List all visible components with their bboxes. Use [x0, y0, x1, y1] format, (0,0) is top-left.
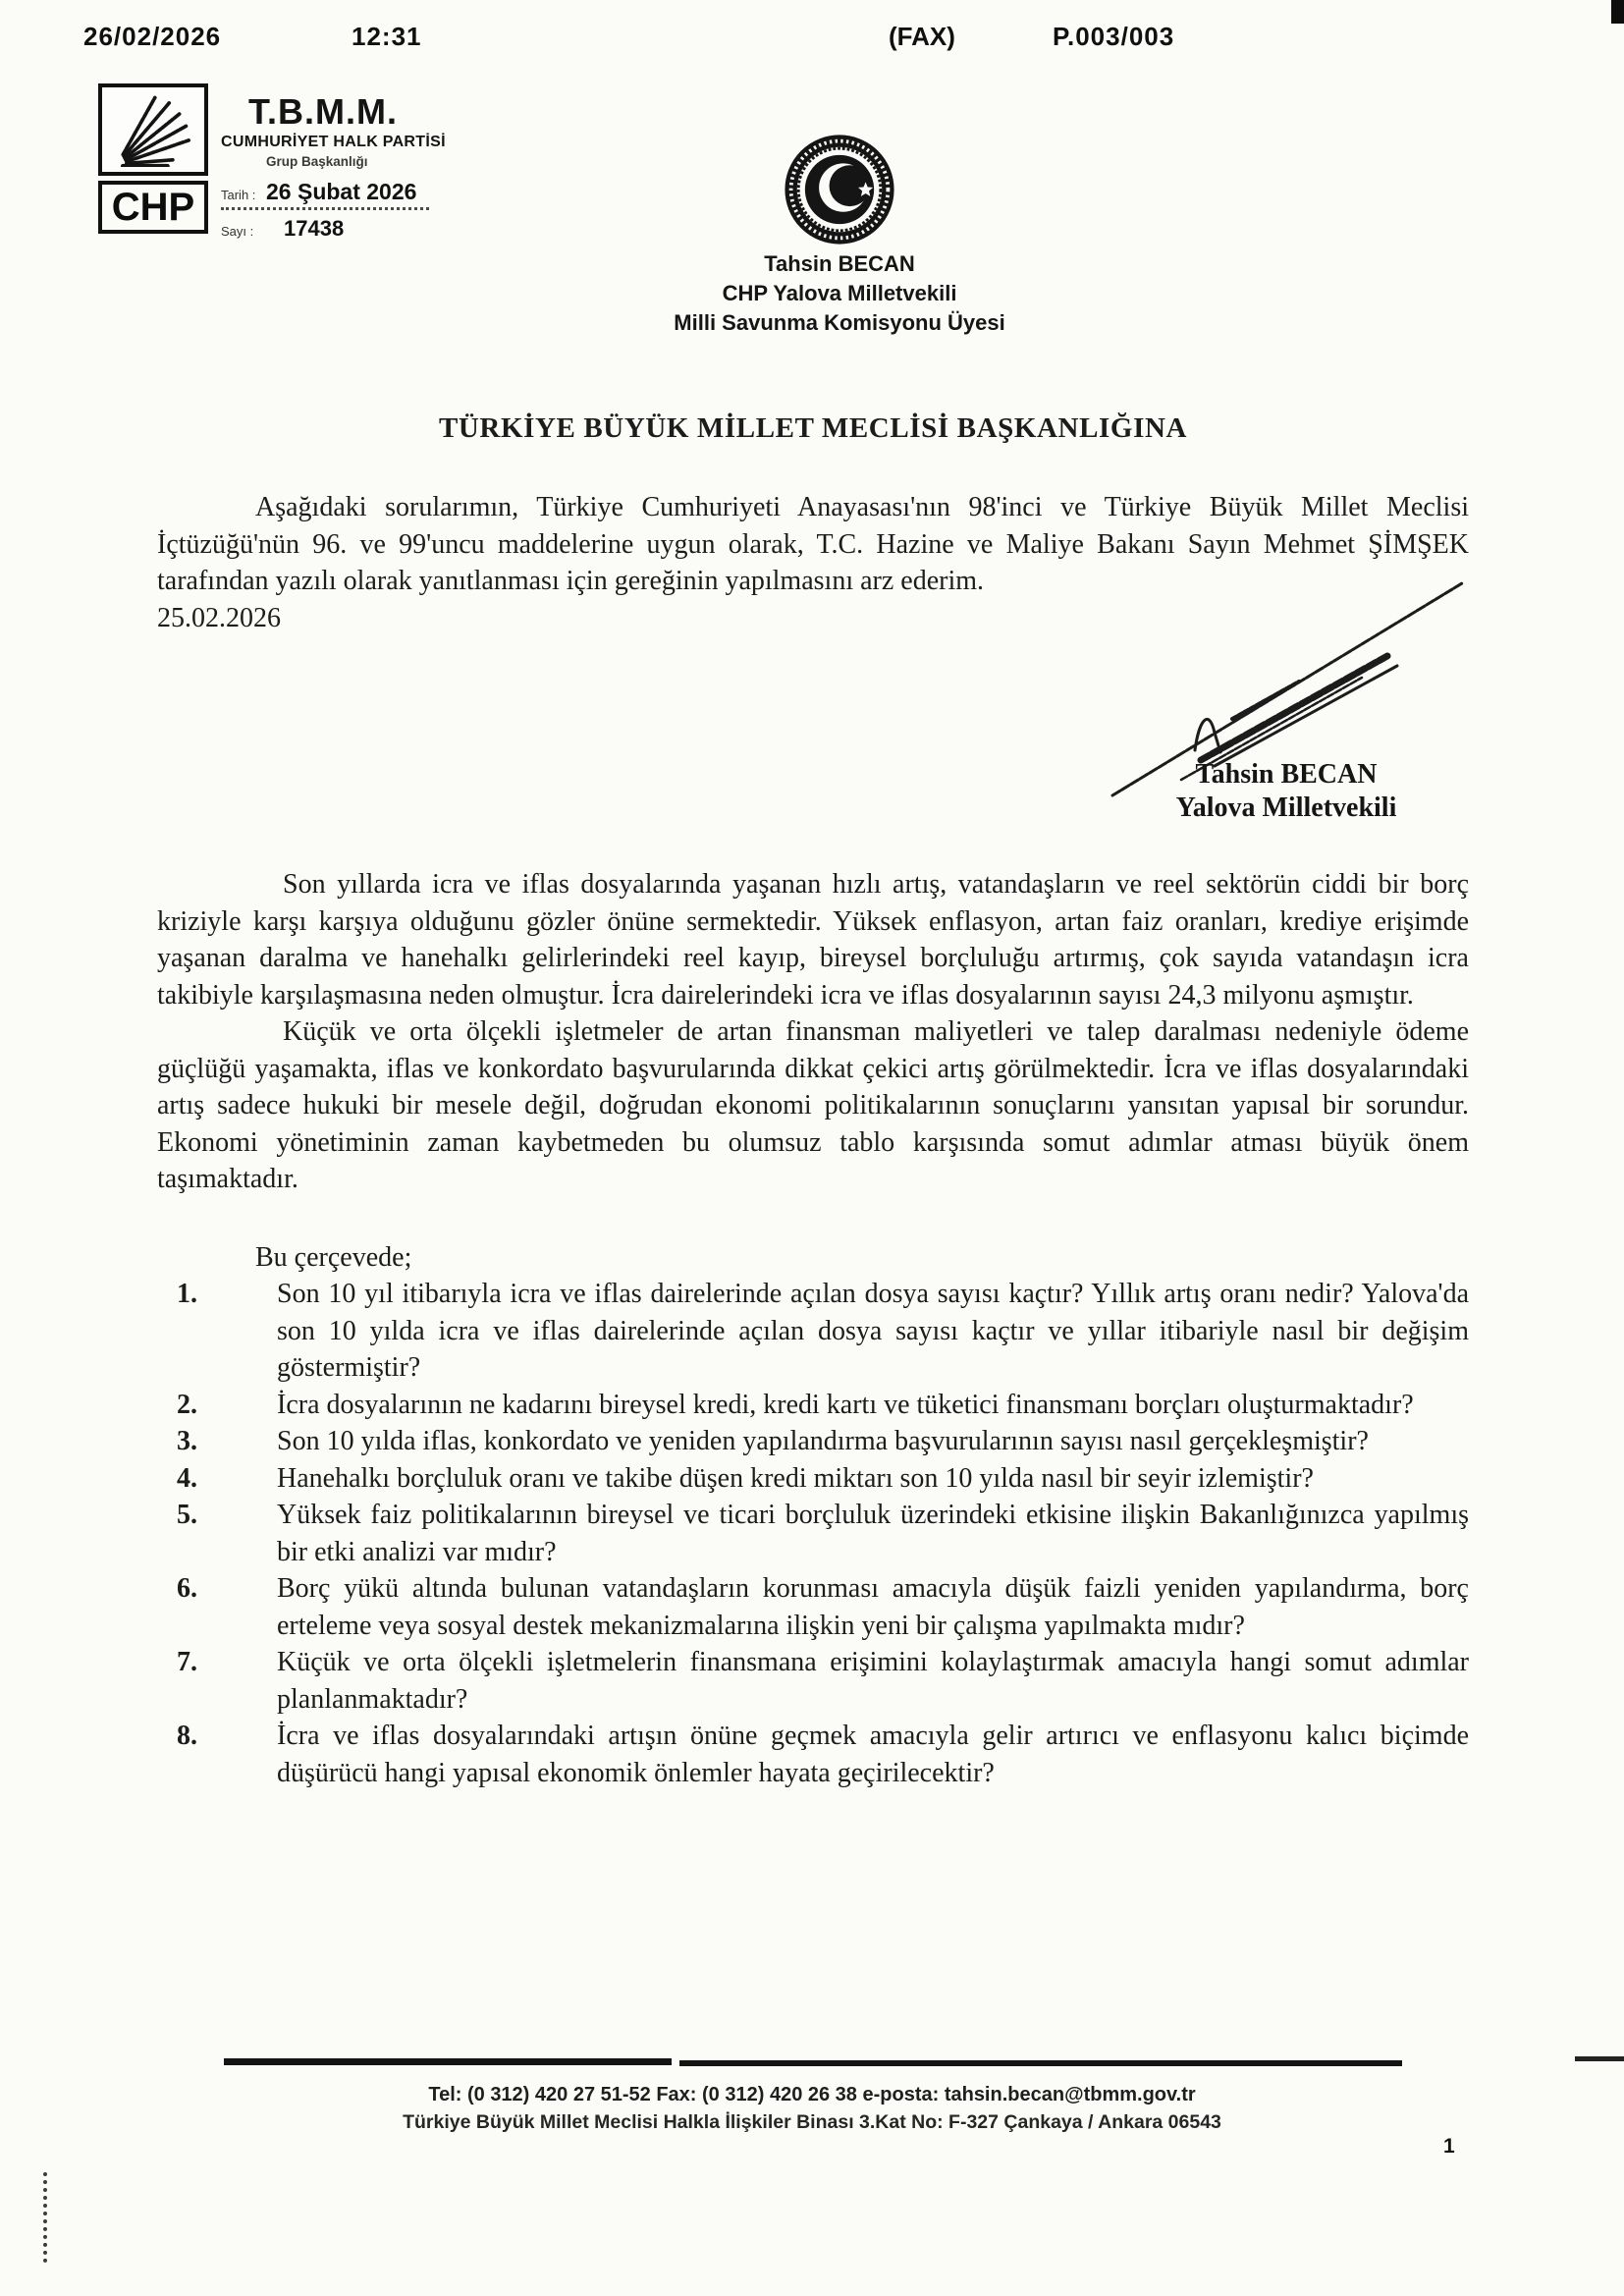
chp-six-arrows-logo-icon	[108, 92, 198, 167]
deputy-title-1: CHP Yalova Milletvekili	[722, 281, 957, 305]
letter-date: 25.02.2026	[157, 602, 281, 633]
chp-acronym-box	[98, 181, 208, 234]
deputy-title-2: Milli Savunma Komisyonu Üyesi	[674, 310, 1005, 335]
stamp-number-row	[221, 216, 515, 242]
party-name: CUMHURİYET HALK PARTİSİ	[221, 134, 446, 150]
tbmm-title: T.B.M.M.	[248, 91, 398, 132]
question-item	[157, 1644, 1469, 1718]
page-number: 1	[1443, 2135, 1455, 2158]
question-item	[157, 1460, 1469, 1498]
question-number: 6.	[177, 1573, 197, 1604]
fax-transmission-header	[0, 22, 1624, 55]
stamp-date-value: 26 Şubat 2026	[266, 179, 417, 204]
deputy-name: Tahsin BECAN	[764, 251, 915, 276]
stamp-date-row	[221, 179, 429, 210]
signature-name: Tahsin BECAN	[1195, 759, 1378, 790]
question-item	[157, 1497, 1469, 1570]
contact-footer	[0, 2084, 1624, 2134]
fax-label: (FAX)	[889, 22, 955, 51]
stamp-text-block	[221, 91, 515, 242]
question-text: Küçük ve orta ölçekli işletmelerin finansmana erişimini kolaylaştırmak amacıyla hangi somut adımlar planlanmaktadır?	[277, 1647, 1469, 1715]
scan-corner-artifact	[1611, 0, 1624, 24]
question-number: 4.	[177, 1462, 197, 1494]
questions-intro: Bu çerçevede;	[255, 1241, 412, 1273]
question-text: Son 10 yılda iflas, konkordato ve yeniden yapılandırma başvurularının sayısı nasıl gerçekleşmiştir?	[277, 1426, 1369, 1456]
fax-time: 12:31	[352, 22, 422, 51]
signature-name-block	[1110, 758, 1463, 825]
question-number: 1.	[177, 1279, 197, 1309]
scan-line-artifact	[224, 2058, 672, 2065]
question-item	[157, 1570, 1469, 1644]
footer-contact-line: Tel: (0 312) 420 27 51-52 Fax: (0 312) 420 26 38 e-posta: tahsin.becan@tbmm.gov.tr	[428, 2084, 1196, 2105]
fax-page-counter: P.003/003	[1053, 22, 1175, 51]
body-paragraph-1: Son yıllarda icra ve iflas dosyalarında yaşanan hızlı artış, vatandaşların ve reel sektörün ciddi bir borç kriziyle karşı karşıya olduğunu gözler önüne sermektedir. Yüksek enflasyon, artan faiz oranları, krediye erişimde yaşanan daralma ve hanehalkı gelirlerindeki reel kayıp, bireysel borçluluğu artırmış, çok sayıda vatandaşın icra takibiyle karşılaşmasına neden olmuştur. İcra dairelerindeki icra ve iflas dosyalarının sayısı 24,3 milyonu aşmıştır.	[157, 869, 1469, 1011]
chp-logo-box	[98, 83, 208, 176]
intro-paragraph: Aşağıdaki sorularımın, Türkiye Cumhuriyeti Anayasası'nın 98'inci ve Türkiye Büyük Millet Meclisi İçtüzüğü'nün 96. ve 99'uncu maddelerine uygun olarak, T.C. Hazine ve Maliye Bakanı Sayın Mehmet ŞİMŞEK tarafından yazılı olarak yanıtlanması için gereğinin yapılmasını arz ederim.	[157, 492, 1469, 596]
scan-line-artifact	[1575, 2056, 1624, 2061]
group-presidency-label: Grup Başkanlığı	[266, 154, 368, 169]
scan-dots-artifact	[43, 2172, 47, 2263]
question-text: Son 10 yıl itibarıyla icra ve iflas dairelerinde açılan dosya sayısı kaçtır? Yıllık artış oranı nedir? Yalova'da son 10 yılda icra ve iflas dairelerinde açılan dosya sayısı kaçtır ve yıllar itibariyle nasıl bir değişim göstermiştir?	[277, 1279, 1469, 1383]
question-item	[157, 1718, 1469, 1791]
fax-date: 26/02/2026	[83, 22, 222, 51]
letter-heading: TÜRKİYE BÜYÜK MİLLET MECLİSİ BAŞKANLIĞINA	[438, 412, 1188, 444]
question-item	[157, 1423, 1469, 1460]
question-text: Borç yükü altında bulunan vatandaşların korunması amacıyla düşük faizli yeniden yapılandırma, borç erteleme veya sosyal destek mekanizmalarına ilişkin yeni bir çalışma yapılmakta mıdır?	[277, 1573, 1469, 1641]
footer-address-line: Türkiye Büyük Millet Meclisi Halkla İlişkiler Binası 3.Kat No: F-327 Çankaya / Ankara 06543	[403, 2111, 1221, 2133]
question-number: 7.	[177, 1647, 197, 1677]
question-number: 8.	[177, 1721, 197, 1751]
question-number: 2.	[177, 1389, 197, 1420]
body-paragraph-2: Küçük ve orta ölçekli işletmeler de artan finansman maliyetleri ve talep daralması nedeniyle ödeme güçlüğü yaşamakta, iflas ve konkordato başvurularında dikkat çekici artış görülmektedir. İcra ve iflas dosyalarındaki artış sadece hukuki bir mesele değil, doğrudan ekonomi politikalarının sonuçlarını yansıtan yapısal bir sorundur. Ekonomi yönetiminin zaman kaybetmeden bu olumsuz tablo karşısında somut adımlar atması büyük önem taşımaktadır.	[157, 1016, 1469, 1194]
question-text: Hanehalkı borçluluk oranı ve takibe düşen kredi miktarı son 10 yılda nasıl bir seyir izlemiştir?	[277, 1462, 1314, 1494]
stamp-number-label: Sayı :	[221, 224, 254, 239]
scan-line-artifact	[679, 2060, 1402, 2066]
question-item	[157, 1387, 1469, 1424]
question-number: 3.	[177, 1426, 197, 1456]
question-text: İcra ve iflas dosyalarındaki artışın önüne geçmek amacıyla gelir artırıcı ve enflasyonu kalıcı biçimde düşürücü hangi yapısal ekonomik önlemler hayata geçirilecektir?	[277, 1721, 1469, 1788]
chp-acronym: CHP	[111, 185, 195, 229]
question-text: Yüksek faiz politikalarının bireysel ve ticari borçluluk üzerindeki etkisine ilişkin Bakanlığınızca yapılmış bir etki analizi var mıdır?	[277, 1500, 1469, 1567]
questions-list	[157, 1276, 1469, 1791]
question-text: İcra dosyalarının ne kadarını bireysel kredi, kredi kartı ve tüketici finansmanı borçları oluşturmaktadır?	[277, 1389, 1414, 1420]
stamp-number-value: 17438	[284, 216, 345, 241]
signature-title: Yalova Milletvekili	[1175, 793, 1397, 823]
chp-registry-stamp	[98, 83, 446, 241]
deputy-seal-block	[638, 134, 1041, 338]
question-number: 5.	[177, 1500, 197, 1530]
tbmm-official-seal-icon	[784, 134, 895, 246]
stamp-date-label: Tarih :	[221, 188, 256, 202]
question-item	[157, 1276, 1469, 1387]
